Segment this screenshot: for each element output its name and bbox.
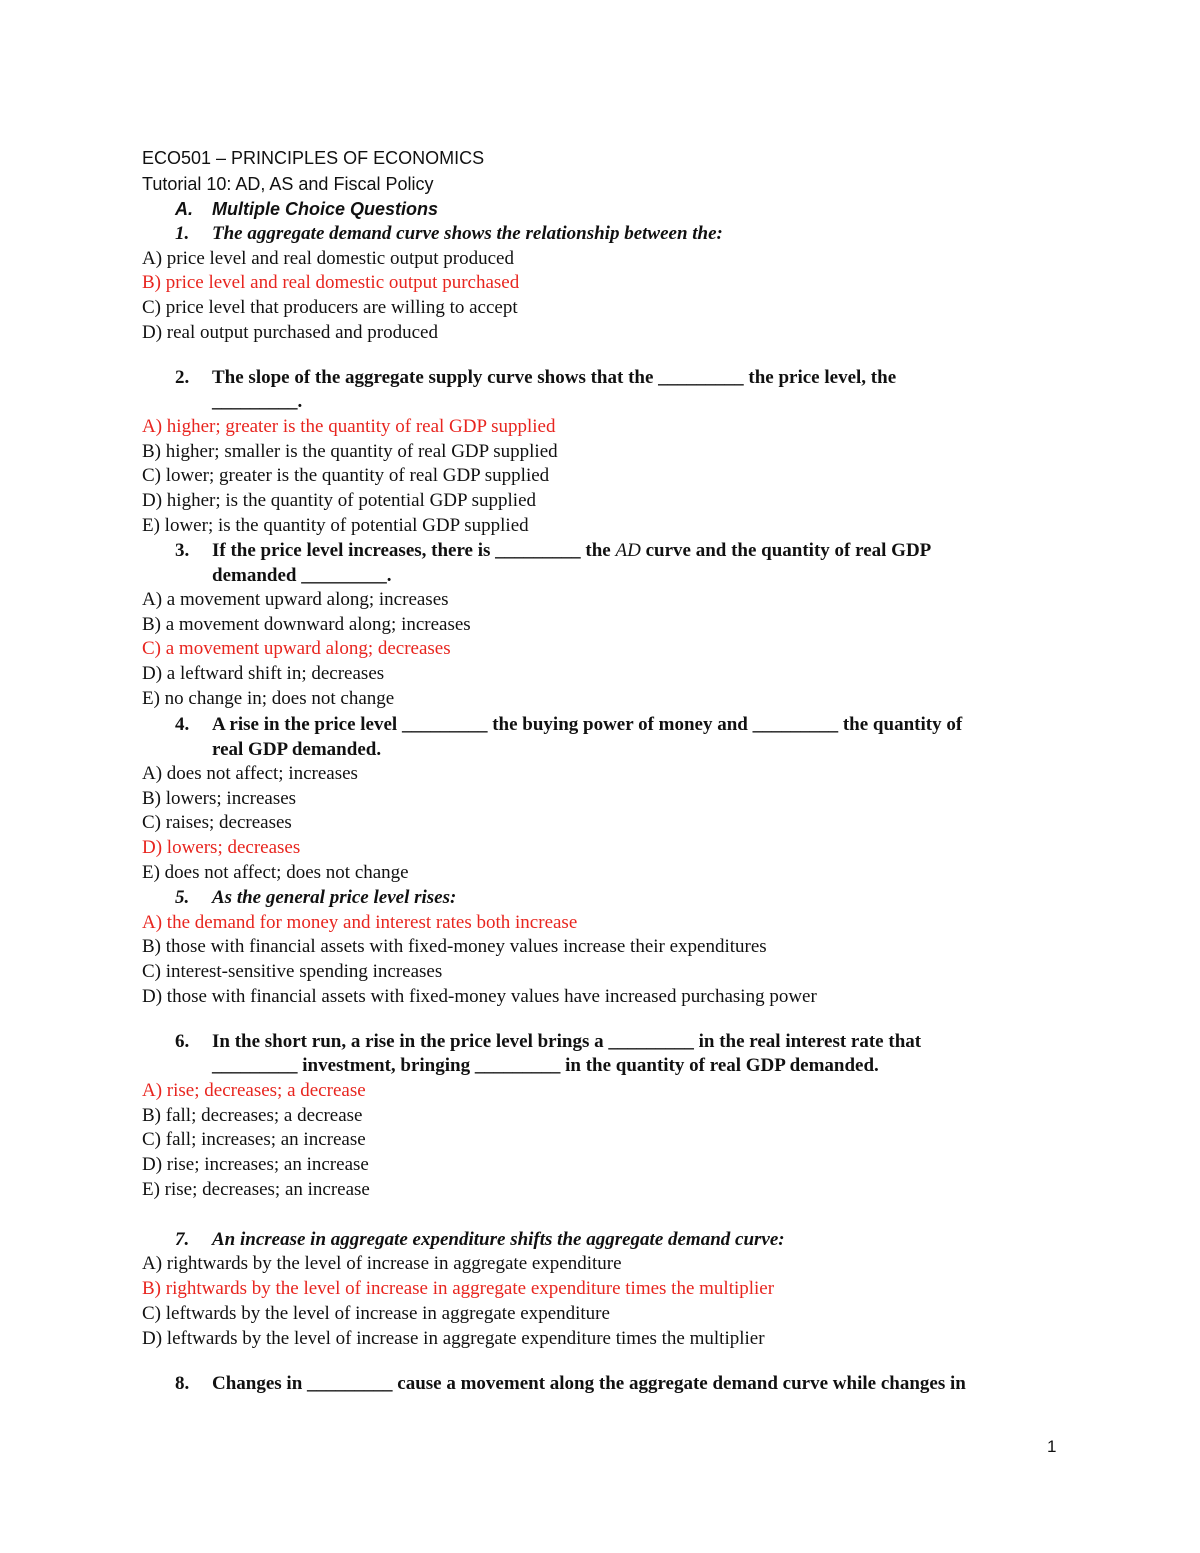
answer-option-correct: A) the demand for money and interest rates both increase: [142, 912, 578, 933]
answer-option: C) lower; greater is the quantity of real GDP supplied: [142, 465, 550, 486]
answer-option: E) lower; is the quantity of potential GDP supplied: [142, 515, 529, 536]
answer-option: A) does not affect; increases: [142, 763, 358, 784]
answer-option: B) a movement downward along; increases: [142, 614, 471, 635]
question-text: The aggregate demand curve shows the relationship between the:: [212, 223, 723, 244]
answer-option-correct: B) price level and real domestic output purchased: [142, 272, 520, 293]
tutorial-title: Tutorial 10: AD, AS and Fiscal Policy: [142, 174, 434, 194]
answer-option: D) leftwards by the level of increase in aggregate expenditure times the multiplier: [142, 1328, 765, 1349]
question-text-emphasis: AD: [615, 540, 641, 561]
question-number: 4.: [175, 714, 190, 735]
question-text: Changes in _________ cause a movement along the aggregate demand curve while changes in: [212, 1373, 966, 1394]
question-number: 3.: [175, 540, 190, 561]
question-text: An increase in aggregate expenditure shifts the aggregate demand curve:: [212, 1229, 785, 1250]
question-text: _________ investment, bringing _________ in the quantity of real GDP demanded.: [212, 1055, 879, 1076]
answer-option: E) does not affect; does not change: [142, 862, 409, 883]
question-text: demanded _________.: [212, 565, 392, 586]
question-text-part: If the price level increases, there is _________ the: [212, 540, 616, 561]
page-number: 1: [1047, 1437, 1057, 1456]
question-number: 7.: [175, 1229, 190, 1250]
section-label: A.: [175, 199, 193, 219]
answer-option-correct: C) a movement upward along; decreases: [142, 638, 451, 659]
answer-option: D) real output purchased and produced: [142, 322, 438, 343]
answer-option: B) lowers; increases: [142, 788, 297, 809]
answer-option-correct: B) rightwards by the level of increase in aggregate expenditure times the multiplier: [142, 1278, 775, 1299]
question-text: In the short run, a rise in the price level brings a _________ in the real interest rate that: [212, 1031, 922, 1052]
question-text-part: curve and the quantity of real GDP: [640, 540, 932, 561]
question-text: The slope of the aggregate supply curve shows that the _________ the price level, the: [212, 367, 897, 388]
answer-option-correct: D) lowers; decreases: [142, 837, 301, 858]
question-text: real GDP demanded.: [212, 739, 382, 760]
answer-option: D) those with financial assets with fixed-money values have increased purchasing power: [142, 986, 817, 1007]
question-number: 5.: [175, 887, 190, 908]
answer-option: A) a movement upward along; increases: [142, 589, 449, 610]
answer-option-correct: A) rise; decreases; a decrease: [142, 1080, 366, 1101]
question-number: 8.: [175, 1373, 190, 1394]
answer-option: C) price level that producers are willing to accept: [142, 297, 518, 318]
answer-option: D) rise; increases; an increase: [142, 1154, 369, 1175]
question-number: 6.: [175, 1031, 190, 1052]
answer-option: B) those with financial assets with fixed-money values increase their expenditures: [142, 936, 767, 957]
answer-option: D) higher; is the quantity of potential GDP supplied: [142, 490, 537, 511]
answer-option: B) fall; decreases; a decrease: [142, 1105, 363, 1126]
answer-option: C) interest-sensitive spending increases: [142, 961, 443, 982]
answer-option: C) leftwards by the level of increase in aggregate expenditure: [142, 1303, 610, 1324]
answer-option: C) fall; increases; an increase: [142, 1129, 366, 1150]
question-number: 2.: [175, 367, 190, 388]
question-text: _________.: [212, 391, 303, 412]
answer-option: B) higher; smaller is the quantity of real GDP supplied: [142, 441, 558, 462]
answer-option: A) price level and real domestic output produced: [142, 248, 514, 269]
answer-option-correct: A) higher; greater is the quantity of real GDP supplied: [142, 416, 556, 437]
answer-option: E) rise; decreases; an increase: [142, 1179, 370, 1200]
answer-option: A) rightwards by the level of increase in aggregate expenditure: [142, 1253, 622, 1274]
section-title: Multiple Choice Questions: [212, 199, 439, 219]
question-text: A rise in the price level _________ the buying power of money and _________ the quantity of: [212, 714, 963, 735]
question-text: As the general price level rises:: [212, 887, 457, 908]
course-title: ECO501 – PRINCIPLES OF ECONOMICS: [142, 148, 485, 168]
answer-option: D) a leftward shift in; decreases: [142, 663, 385, 684]
question-number: 1.: [175, 223, 190, 244]
answer-option: E) no change in; does not change: [142, 688, 395, 709]
question-text: [212, 539, 931, 563]
answer-option: C) raises; decreases: [142, 812, 292, 833]
